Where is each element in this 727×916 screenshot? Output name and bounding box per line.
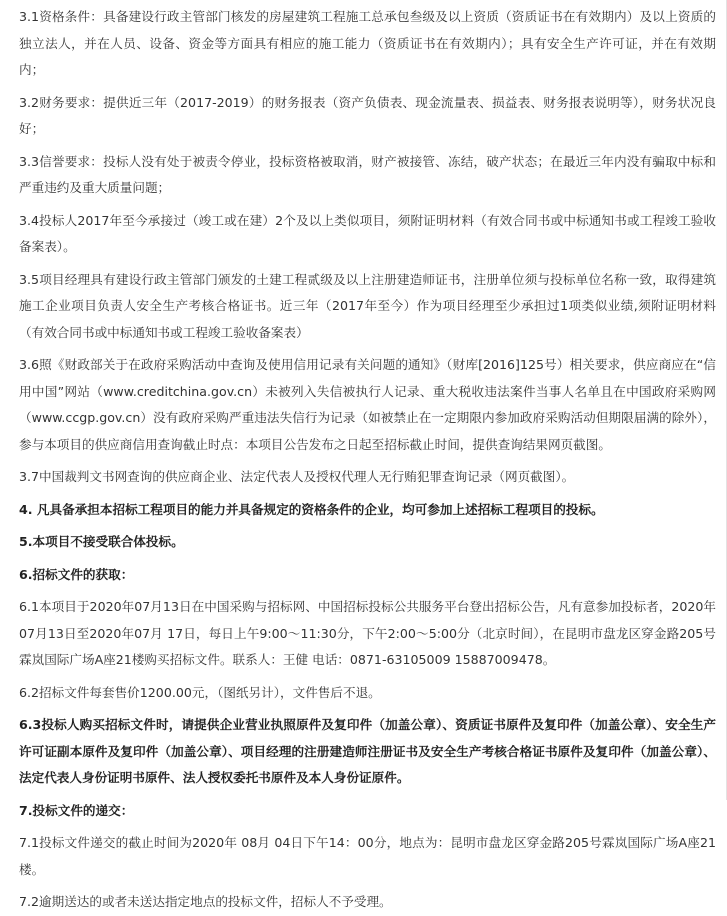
clause-3-7-bribery-check: 3.7中国裁判文书网查询的供应商企业、法定代表人及授权代理人无行贿犯罪查询记录（网页截图）。 (19, 469, 575, 484)
clause-3-1-qualification: 3.1资格条件：具备建设行政主管部门核发的房屋建筑工程施工总承包叁级及以上资质（资质证书在有效期内）及以上资质的独立法人，并在人员、设备、资金等方面具有相应的施工能力（资质证书在有效期内）；具有安全生产许可证，并在有效期内； (19, 9, 716, 77)
clause-7-1-deadline: 7.1投标文件递交的截止时间为2020年 08月 04日下午14：00分，地点为：昆明市盘龙区穿金路205号霖岚国际广场A座21楼。 (19, 835, 716, 877)
clause-3-6-credit-record: 3.6照《财政部关于在政府采购活动中查询及使用信用记录有关问题的通知》（财库[2016]125号）相关要求，供应商应在“信用中国”网站（www.creditchina.gov.cn）未被列入失信被执行人记录、重大税收违法案件当事人名单且在中国政府采购网（www.ccgp.gov.cn）没有政府采购严重违法失信行为记录（如被禁止在一定期限内参加政府采购活动但期限届满的除外），参与本项目的供应商信用查询截止时点：本项目公告发布之日起至招标截止时间，提供查询结果网页截图。 (19, 357, 716, 452)
section-7-heading: 7.投标文件的递交： (19, 802, 134, 818)
clause-6-2-price: 6.2招标文件每套售价1200.00元，（图纸另计），文件售后不退。 (19, 684, 381, 700)
clause-5-no-consortium: 5.本项目不接受联合体投标。 (19, 534, 184, 549)
section-6-heading: 6.招标文件的获取： (19, 566, 134, 582)
clause-4-eligibility: 4. 凡具备承担本招标工程项目的能力并具备规定的资格条件的企业，均可参加上述招标工程项目的投标。 (19, 501, 604, 517)
clause-3-2-financial: 3.2财务要求：提供近三年（2017-2019）的财务报表（资产负债表、现金流量表、损益表、财务报表说明等），财务状况良好； (19, 94, 716, 136)
clause-6-1-purchase-info: 6.1本项目于2020年07月13日在中国采购与招标网、中国招标投标公共服务平台登出招标公告，凡有意参加投标者，2020年07月13日至2020年07月 17日，每日上午9:00～11:30分，下午2:00～5:00分（北京时间），在昆明市盘龙区穿金路205号霖岚国际广场A座21楼购买招标文件。联系人：王健 电话：0871-63105009 15887009478。 (19, 599, 716, 667)
clause-6-3-required-documents: 6.3投标人购买招标文件时，请提供企业营业执照原件及复印件（加盖公章）、资质证书原件及复印件（加盖公章）、安全生产许可证副本原件及复印件（加盖公章）、项目经理的注册建造师注册证书及安全生产考核合格证书原件及复印件（加盖公章）、法定代表人身份证明书原件、法人授权委托书原件及本人身份证原件。 (19, 717, 716, 785)
clause-3-3-reputation: 3.3信誉要求：投标人没有处于被责令停业，投标资格被取消，财产被接管、冻结，破产状态；在最近三年内没有骗取中标和严重违约及重大质量问题； (19, 153, 716, 195)
clause-3-5-project-manager: 3.5项目经理具有建设行政主管部门颁发的土建工程贰级及以上注册建造师证书，注册单位须与投标单位名称一致，取得建筑施工企业项目负责人安全生产考核合格证书。近三年（2017年至今）作为项目经理至少承担过1项类似业绩,须附证明材料（有效合同书或中标通知书或工程竣工验收备案表） (19, 271, 716, 340)
clause-7-2-late-submission: 7.2逾期送达的或者未送达指定地点的投标文件，招标人不予受理。 (19, 894, 392, 909)
clause-3-4-similar-projects: 3.4投标人2017年至今承接过（竣工或在建）2个及以上类似项目，须附证明材料（有效合同书或中标通知书或工程竣工验收备案表）。 (19, 212, 716, 254)
